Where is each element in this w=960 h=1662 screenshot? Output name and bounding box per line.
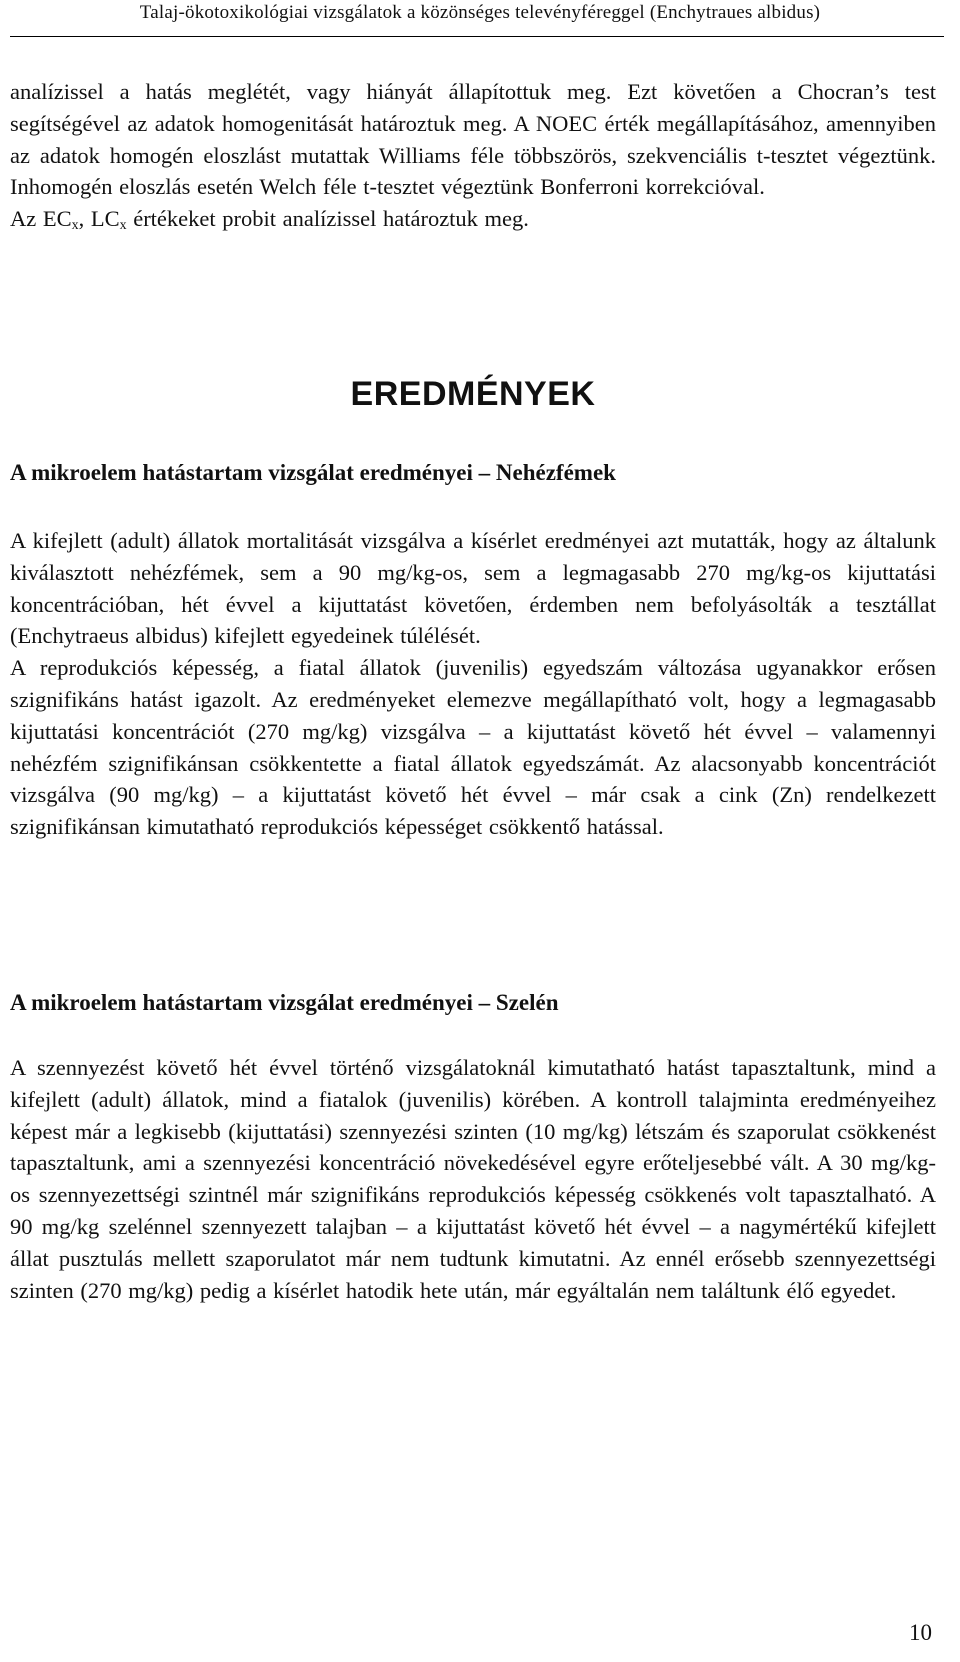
selenium-paragraph: A szennyezést követő hét évvel történő vizsgálatoknál kimutatható hatást tapasztaltunk, mind a kifejlett (adult) állatok, mind a fiatalok (juvenilis) körében. A kontroll talajminta eredményeihez képest már a legkisebb (kijuttatási) szennyezési szinten (10 mg/kg) létszám és szaporulat csökkenést tapasztaltunk, ami a szennyezési koncentráció növekedésével egyre erőteljesebbé vált. A 30 mg/kg-os szennyezettségi szintnél már szignifikáns reprodukciós képesség csökkenés volt tapasztalható. A 90 mg/kg szelénnel szennyezett talajban – a kijuttatást követő hét évvel – a nagymértékű kifejlett állat pusztulás mellett szaporulatot már nem tudtunk kimutatni. Az ennél erősebb szennyezettségi szinten (270 mg/kg) pedig a kísérlet hatodik hete után, már egyáltalán nem találtunk élő egyedet. bbox=[10, 1055, 936, 1303]
selenium-heading: A mikroelem hatástartam vizsgálat eredményei – Szelén bbox=[10, 990, 559, 1015]
ec-label: Az EC bbox=[10, 206, 72, 232]
lc-label: , LC bbox=[78, 206, 120, 232]
heavy-metals-paragraph-1: A kifejlett (adult) állatok mortalitását vizsgálva a kísérlet eredményei azt mutatták, hogy az általunk kiválasztott nehézfémek, sem a 90 mg/kg-os, sem a legmagasabb 270 mg/kg-os kijuttatási koncentrációban, hét évvel a kijuttatást követően, érdemben nem befolyásolták a tesztállat (Enchytraeus albidus) kifejlett egyedeinek túlélését. bbox=[10, 528, 936, 649]
ec-lc-line-tail: értékeket probit analízissel határoztuk meg. bbox=[126, 206, 529, 232]
heavy-metals-block bbox=[10, 525, 936, 843]
page-number: 10 bbox=[909, 1620, 932, 1645]
section-title: EREDMÉNYEK bbox=[350, 375, 596, 413]
ec-lc-line bbox=[10, 206, 529, 234]
intro-block bbox=[10, 76, 936, 235]
intro-text: analízissel a hatás meglétét, vagy hiányát állapítottuk meg. Ezt követően a Chocran’s test segítségével az adatok homogenitását határoztuk meg. A NOEC érték megállapításához, amennyiben az adatok homogén eloszlást mutattak Williams féle többszörös, szekvenciális t-tesztet végeztünk. Inhomogén eloszlás esetén Welch féle t-tesztet végeztünk Bonferroni korrekcióval. bbox=[10, 79, 936, 200]
selenium-block bbox=[10, 1052, 936, 1306]
intro-paragraph bbox=[10, 76, 936, 235]
header-divider bbox=[10, 36, 944, 37]
ec-subscript: x bbox=[71, 218, 79, 234]
heavy-metals-paragraph-2: A reprodukciós képesség, a fiatal állatok (juvenilis) egyedszám változása ugyanakkor erősen szignifikáns hatást igazolt. Az eredményeket elemezve megállapítható volt, hogy a legmagasabb kijuttatási koncentrációt (270 mg/kg) vizsgálva – a kijuttatást követő hét évvel – valamennyi nehézfém szignifikánsan csökkentette a fiatal állatok egyedszámát. Az alacsonyabb koncentrációt vizsgálva (90 mg/kg) – a kijuttatást követő hét évvel – már csak a cink (Zn) rendelkezett szignifikánsan kimutatható reprodukciós képességet csökkentő hatással. bbox=[10, 655, 936, 840]
heavy-metals-heading: A mikroelem hatástartam vizsgálat eredményei – Nehézfémek bbox=[10, 460, 616, 485]
running-header: Talaj-ökotoxikológiai vizsgálatok a közönséges televényféreggel (Enchytraues albidus) bbox=[139, 2, 821, 23]
lc-subscript: x bbox=[119, 218, 127, 234]
